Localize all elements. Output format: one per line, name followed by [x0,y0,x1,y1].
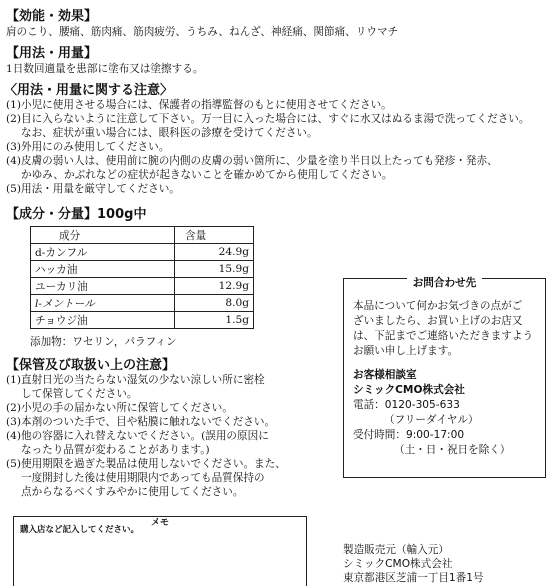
storage-item: (3)本剤のついた手で、目や粘膜に触れないでください。 [6,416,276,428]
efficacy-heading: 【効能・効果】 [6,9,98,24]
precautions-heading: 〈用法・用量に関する注意〉 [4,83,174,98]
contact-company: シミックCMO株式会社 [353,384,465,396]
manufacturer-name: シミックCMO株式会社 [343,558,453,570]
ingredient-name: l-メントール [31,295,175,312]
ingredient-name: ユーカリ油 [31,278,175,295]
storage-item-continued: して保管してください。 [21,388,138,400]
contact-phone: 電話：0120-305-633 [353,399,460,411]
contact-phone-note: （フリーダイヤル） [384,414,479,426]
precaution-item: (2)目に入らないように注意して下さい。万一目に入った場合には、すぐに水又はぬるま湯で洗ってください。 [6,113,530,125]
table-header-row [31,227,254,244]
ingredient-amount: 8.0g [175,295,254,312]
table-row [31,244,254,261]
contact-box [343,278,546,478]
manufacturer-role: 製造販売元（輸入元） [343,544,449,556]
additives-text: 添加物：ワセリン，パラフィン [30,336,177,348]
ingredient-amount: 1.5g [175,312,254,329]
contact-title: お問合わせ先 [407,277,483,289]
memo-note: 購入店など記入してください。 [20,525,140,535]
dosage-heading: 【用法・用量】 [6,46,98,61]
memo-title: メモ [145,518,175,528]
storage-item: (5)使用期限を過ぎた製品は使用しないでください。また、 [6,458,286,470]
precaution-item-continued: かゆみ、かぶれなどの症状が起きないことを確かめてから使用してください。 [21,169,393,181]
storage-item-continued: 一度開封した後は使用期限内であっても品質保持の [21,472,265,484]
contact-message-line: ざいましたら、お買い上げのお店又 [353,315,523,327]
contact-desk: お客様相談室 [353,369,417,381]
ingredient-name: d-カンフル [31,244,175,261]
memo-box [13,516,307,586]
ingredients-table [30,226,254,329]
storage-heading: 【保管及び取扱い上の注意】 [6,358,176,373]
ingredient-amount: 12.9g [175,278,254,295]
dosage-text: 1日数回適量を患部に塗布又は塗擦する。 [6,63,204,75]
contact-hours-note: （土・日・祝日を除く） [394,444,511,456]
precaution-item: (3)外用にのみ使用してください。 [6,141,170,153]
ingredient-amount: 24.9g [175,244,254,261]
precaution-item: (1)小児に使用させる場合には、保護者の指導監督のもとに使用させてください。 [6,99,392,111]
precaution-item: (5)用法・用量を厳守してください。 [6,183,180,195]
table-row [31,278,254,295]
ingredient-name: ハッカ油 [31,261,175,278]
precaution-item: (4)皮膚の弱い人は、使用前に腕の内側の皮膚の弱い箇所に、少量を塗り半日以上たっても発疹・発赤、 [6,155,498,167]
storage-item: (1)直射日光の当たらない湿気の少ない涼しい所に密栓 [6,374,265,386]
contact-hours: 受付時間：9:00-17:00 [353,429,465,441]
ingredients-heading: 【成分・分量】100g中 [6,207,147,222]
contact-message-line: 本品について何かお気づきの点がご [353,300,523,312]
storage-item: (4)他の容器に入れ替えないでください。(誤用の原因に [6,430,269,442]
column-header-amount: 含量 [175,227,254,244]
manufacturer-address: 東京都港区芝浦一丁目1番1号 [343,572,484,584]
efficacy-text: 肩のこり、腰痛、筋肉痛、筋肉疲労、うちみ、ねんざ、神経痛、関節痛、リウマチ [6,26,399,38]
table-row [31,261,254,278]
storage-item: (2)小児の手の届かない所に保管してください。 [6,402,233,414]
ingredient-name: チョウジ油 [31,312,175,329]
contact-message-line: は、下記までご連絡いただきますよう [353,330,534,342]
contact-message-line: お願い申し上げます。 [353,345,459,357]
table-row [31,295,254,312]
storage-item-continued: 点からなるべくすみやかに使用してください。 [21,486,244,498]
storage-item-continued: なったり品質が変わることがあります。) [21,444,210,456]
precaution-item-continued: なお、症状が重い場合には、眼科医の診療を受けてください。 [21,127,318,139]
column-header-name: 成分 [31,227,175,244]
table-row [31,312,254,329]
ingredient-amount: 15.9g [175,261,254,278]
